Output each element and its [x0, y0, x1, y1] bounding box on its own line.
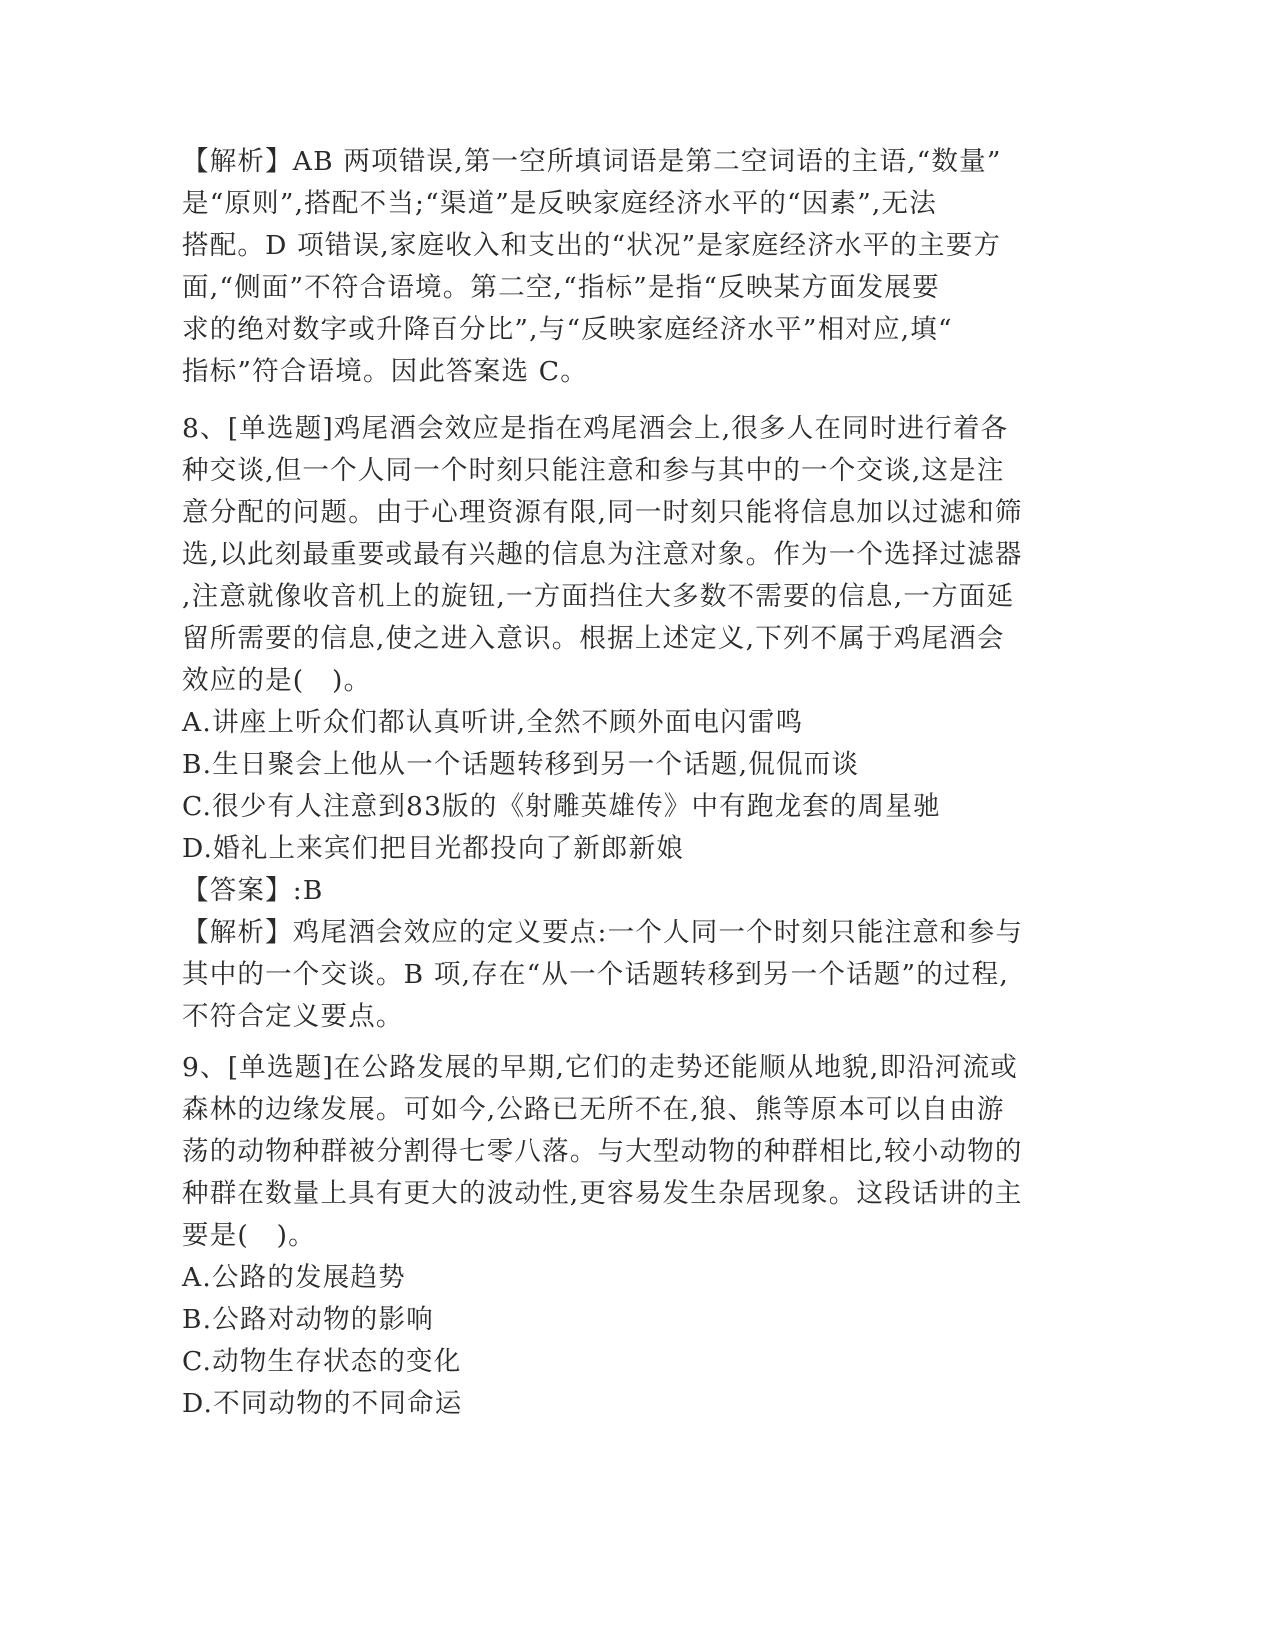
option-list: [182, 702, 1042, 870]
text-line: 面,“侧面”不符合语境。第二空,“指标”是指“反映某方面发展要: [182, 272, 940, 303]
option-c: C.很少有人注意到83版的《射雕英雄传》中有跑龙套的周星驰: [182, 791, 941, 822]
option-d: D.婚礼上来宾们把目光都投向了新郎新娘: [182, 833, 685, 864]
option-d: D.不同动物的不同命运: [182, 1388, 463, 1419]
text-line: 种群在数量上具有更大的波动性,更容易发生杂居现象。这段话讲的主: [182, 1178, 1023, 1209]
option-a: A.讲座上听众们都认真听讲,全然不顾外面电闪雷鸣: [182, 707, 804, 738]
text-line: 效应的是( )。: [182, 665, 372, 696]
text-line: 意分配的问题。由于心理资源有限,同一时刻只能将信息加以过滤和筛: [182, 497, 1023, 528]
answer-line: 【答案】:B: [182, 875, 324, 906]
text-line: 其中的一个交谈。B 项,存在“从一个话题转移到另一个话题”的过程,: [182, 959, 1009, 990]
text-line: 是“原则”,搭配不当;“渠道”是反映家庭经济水平的“因素”,无法: [182, 188, 937, 219]
text-line: 森林的边缘发展。可如今,公路已无所不在,狼、熊等原本可以自由游: [182, 1094, 1005, 1125]
option-b: B.公路对动物的影响: [182, 1304, 434, 1335]
question-8: [182, 408, 1042, 1038]
text-line: 【解析】AB 两项错误,第一空所填词语是第二空词语的主语,“数量”: [182, 146, 1002, 177]
text-line: 留所需要的信息,使之进入意识。根据上述定义,下列不属于鸡尾酒会: [182, 623, 1005, 654]
text-line: 选,以此刻最重要或最有兴趣的信息为注意对象。作为一个选择过滤器: [182, 539, 1023, 570]
question-stem: [182, 408, 1042, 702]
option-a: A.公路的发展趋势: [182, 1262, 406, 1293]
analysis-q7: [182, 141, 1042, 393]
text-line: 要是( )。: [182, 1220, 316, 1251]
text-line: 9、[单选题]在公路发展的早期,它们的走势还能顺从地貌,即沿河流或: [182, 1052, 1018, 1083]
text-line: 指标”符合语境。因此答案选 C。: [182, 356, 588, 387]
question-9: [182, 1047, 1042, 1425]
question-stem: [182, 1047, 1042, 1257]
analysis-block: [182, 912, 1042, 1038]
text-line: ,注意就像收音机上的旋钮,一方面挡住大多数不需要的信息,一方面延: [182, 581, 1015, 612]
option-list: [182, 1257, 1042, 1425]
text-line: 求的绝对数字或升降百分比”,与“反映家庭经济水平”相对应,填“: [182, 314, 953, 345]
text-line: 8、[单选题]鸡尾酒会效应是指在鸡尾酒会上,很多人在同时进行着各: [182, 413, 1009, 444]
text-line: 【解析】鸡尾酒会效应的定义要点:一个人同一个时刻只能注意和参与: [182, 917, 1024, 948]
text-line: 不符合定义要点。: [182, 1001, 404, 1032]
text-line: 荡的动物种群被分割得七零八落。与大型动物的种群相比,较小动物的: [182, 1136, 1023, 1167]
text-line: 种交谈,但一个人同一个时刻只能注意和参与其中的一个交谈,这是注: [182, 455, 1005, 486]
text-line: 搭配。D 项错误,家庭收入和支出的“状况”是家庭经济水平的主要方: [182, 230, 1002, 261]
option-c: C.动物生存状态的变化: [182, 1346, 462, 1377]
option-b: B.生日聚会上他从一个话题转移到另一个话题,侃侃而谈: [182, 749, 860, 780]
